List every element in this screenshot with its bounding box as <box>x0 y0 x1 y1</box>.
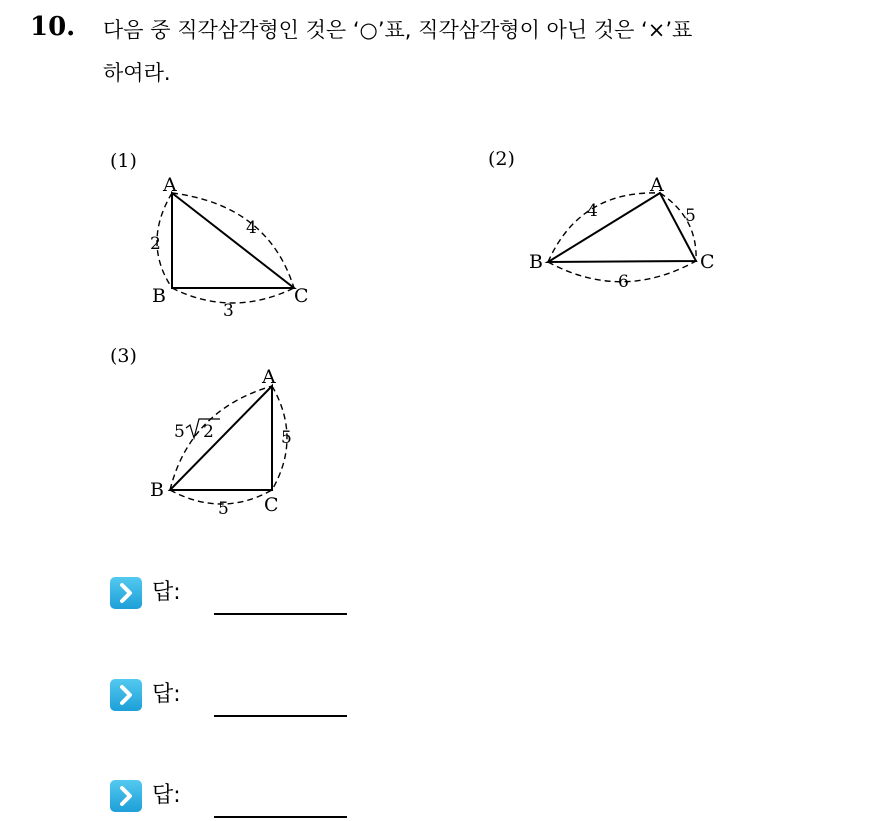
answer-label: 답: <box>152 783 181 808</box>
figure-2-vertex-b: B <box>529 251 543 273</box>
figure-1-side-bc: 3 <box>223 301 234 321</box>
answer-blank-1[interactable] <box>214 613 347 615</box>
figure-1-triangle <box>172 193 294 288</box>
figure-2 <box>488 148 715 292</box>
figure-2-vertex-a: A <box>650 174 664 196</box>
figure-3-label: (3) <box>110 345 137 367</box>
figure-1-vertex-b: B <box>152 285 166 307</box>
figure-3-side-ab-radicand: 2 <box>203 422 214 442</box>
figure-1-vertex-a: A <box>163 174 177 196</box>
chevron-right-icon <box>110 780 142 812</box>
figure-2-side-ab: 4 <box>587 201 598 221</box>
figure-2-vertex-c: C <box>700 251 715 273</box>
answer-label: 답: <box>152 682 181 707</box>
figure-3-triangle <box>170 386 272 490</box>
figure-3-vertex-a: A <box>262 366 276 388</box>
figure-3 <box>110 345 292 519</box>
figure-2-label: (2) <box>488 148 515 170</box>
figure-1 <box>110 150 309 321</box>
figure-1-label: (1) <box>110 150 137 172</box>
chevron-right-icon <box>110 679 142 711</box>
question-number: 10. <box>30 12 76 42</box>
question-text-line2: 하여라. <box>103 61 171 85</box>
figure-2-side-ac: 5 <box>685 206 696 226</box>
figure-3-side-bc: 5 <box>218 499 229 519</box>
question-text-line1: 다음 중 직각삼각형인 것은 ‘○’표, 직각삼각형이 아닌 것은 ‘×’표 <box>103 18 693 42</box>
figure-3-vertex-c: C <box>264 494 279 516</box>
figure-1-side-ac: 4 <box>246 218 257 238</box>
answer-blank-3[interactable] <box>214 816 347 818</box>
figure-2-side-bc: 6 <box>618 272 629 292</box>
answer-label: 답: <box>152 580 181 605</box>
figure-3-side-ac: 5 <box>281 428 292 448</box>
answer-blank-2[interactable] <box>214 715 347 717</box>
figure-1-vertex-c: C <box>294 285 309 307</box>
figure-3-vertex-b: B <box>150 479 164 501</box>
chevron-right-icon <box>110 577 142 609</box>
figure-3-side-ab-coefficient: 5 <box>174 422 185 442</box>
figure-1-side-ab: 2 <box>150 234 161 254</box>
